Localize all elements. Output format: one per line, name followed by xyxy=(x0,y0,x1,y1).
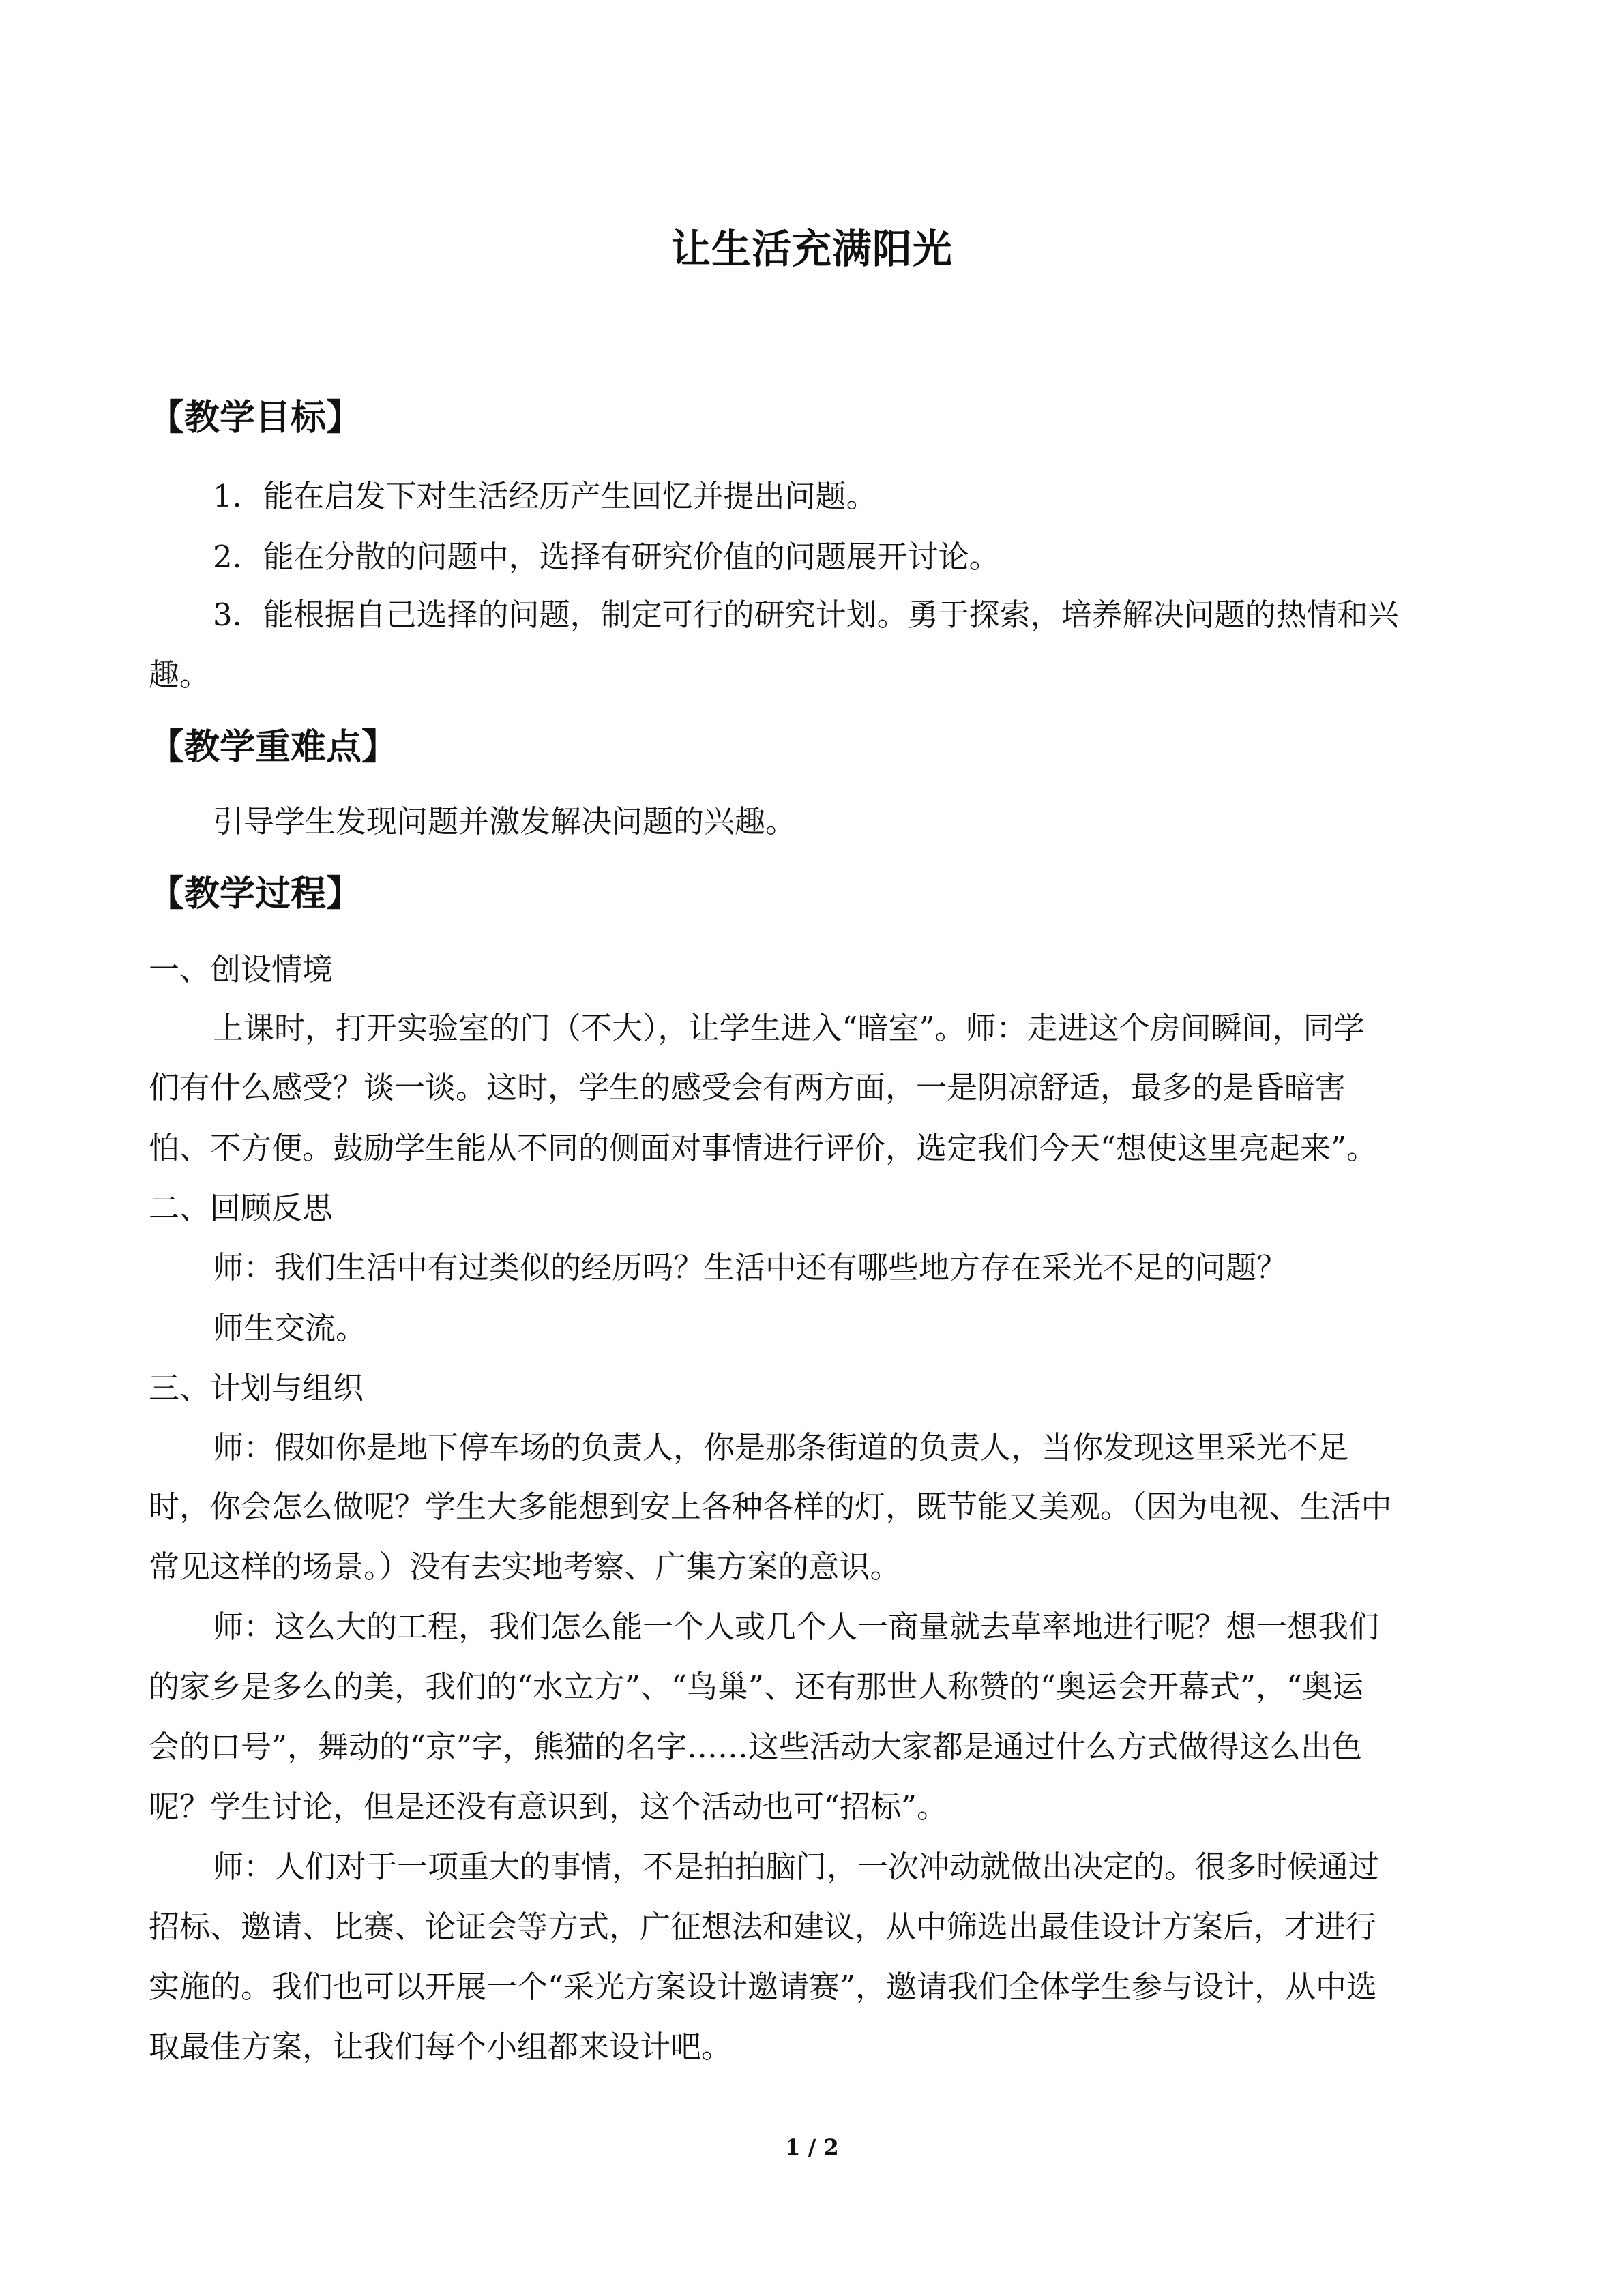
page-number: 1 / 2 xyxy=(785,2134,839,2160)
process-line: 招标、邀请、比赛、论证会等方式，广征想法和建议，从中筛选出最佳设计方案后，才进行 xyxy=(149,1909,1377,1945)
section-heading-key-points: 【教学重难点】 xyxy=(149,727,398,768)
page-title: 让生活充满阳光 xyxy=(670,226,953,272)
process-line: 师：假如你是地下停车场的负责人，你是那条街道的负责人，当你发现这里采光不足 xyxy=(213,1429,1349,1465)
process-subheading-3: 三、计划与组织 xyxy=(149,1370,364,1406)
process-line: 会的口号”，舞动的“京”字，熊猫的名字……这些活动大家都是通过什么方式做得这么出色 xyxy=(149,1729,1363,1765)
goal-line-3-cont: 趣。 xyxy=(149,657,211,693)
process-line: 怕、不方便。鼓励学生能从不同的侧面对事情进行评价，选定我们今天“想使这里亮起来”。 xyxy=(149,1130,1378,1166)
process-line: 取最佳方案，让我们每个小组都来设计吧。 xyxy=(149,2029,733,2065)
goal-line-1: 1．能在启发下对生活经历产生回忆并提出问题。 xyxy=(213,478,877,514)
process-subheading-2: 二、回顾反思 xyxy=(149,1190,334,1226)
process-subheading-1: 一、创设情境 xyxy=(149,951,334,987)
process-line: 呢？学生讨论，但是还没有意识到，这个活动也可“招标”。 xyxy=(149,1789,948,1825)
process-line: 师：这么大的工程，我们怎么能一个人或几个人一商量就去草率地进行呢？想一想我们 xyxy=(213,1609,1380,1645)
process-line: 时，你会怎么做呢？学生大多能想到安上各种各样的灯，既节能又美观。（因为电视、生活中 xyxy=(149,1489,1392,1525)
goal-line-3: 3．能根据自己选择的问题，制定可行的研究计划。勇于探索，培养解决问题的热情和兴 xyxy=(213,597,1399,633)
process-line: 实施的。我们也可以开展一个“采光方案设计邀请赛”，邀请我们全体学生参与设计，从中选 xyxy=(149,1969,1378,2005)
section-heading-process: 【教学过程】 xyxy=(149,874,362,914)
process-line: 常见这样的场景。）没有去实地考察、广集方案的意识。 xyxy=(149,1549,901,1585)
key-point-line-1: 引导学生发现问题并激发解决问题的兴趣。 xyxy=(213,803,797,839)
process-line: 们有什么感受？谈一谈。这时，学生的感受会有两方面，一是阴凉舒适，最多的是昏暗害 xyxy=(149,1069,1346,1105)
process-line: 师生交流。 xyxy=(213,1310,367,1346)
process-line: 上课时，打开实验室的门（不大），让学生进入“暗室”。师：走进这个房间瞬间，同学 xyxy=(213,1010,1365,1046)
section-heading-goals: 【教学目标】 xyxy=(149,398,362,438)
process-line: 师：我们生活中有过类似的经历吗？生活中还有哪些地方存在采光不足的问题？ xyxy=(213,1249,1288,1285)
process-line: 师：人们对于一项重大的事情，不是拍拍脑门，一次冲动就做出决定的。很多时候通过 xyxy=(213,1849,1380,1885)
process-line: 的家乡是多么的美，我们的“水立方”、“鸟巢”、还有那世人称赞的“奥运会开幕式”，“奥运 xyxy=(149,1669,1364,1705)
goal-line-2: 2．能在分散的问题中，选择有研究价值的问题展开讨论。 xyxy=(213,539,1000,575)
